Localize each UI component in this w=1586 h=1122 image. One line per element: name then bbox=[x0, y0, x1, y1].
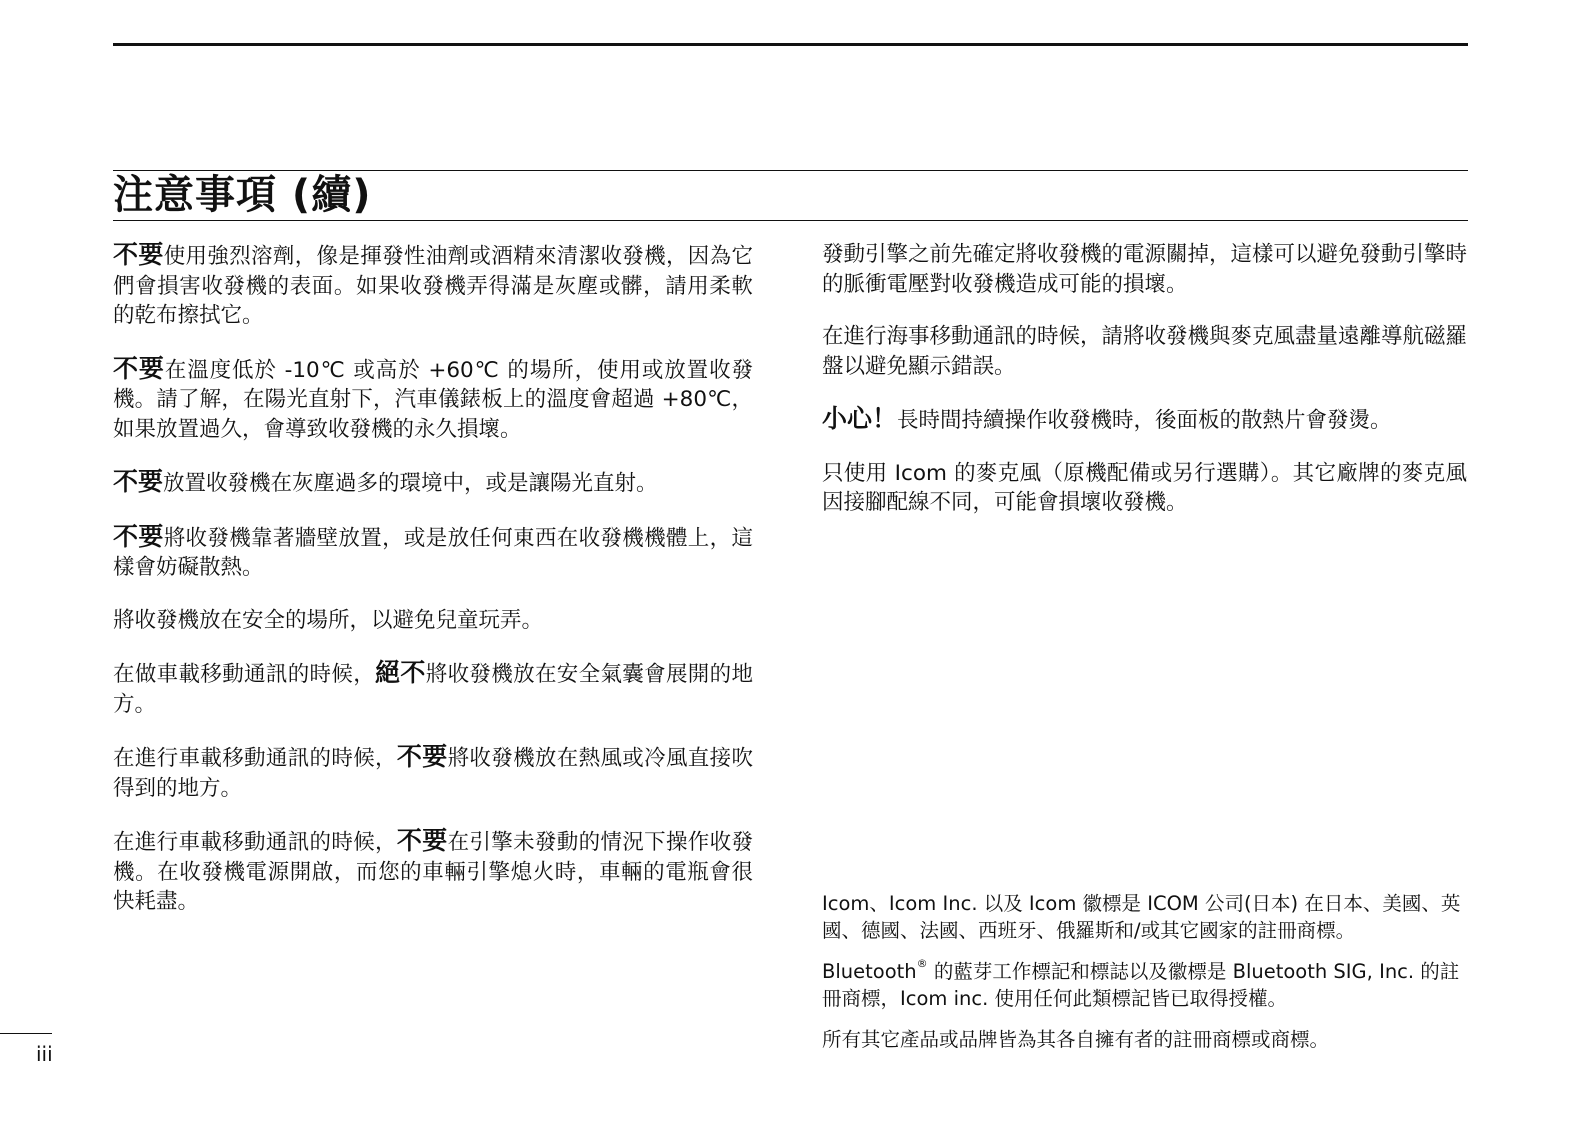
caution-paragraph: 不要放置收發機在灰塵過多的環境中，或是讓陽光直射。 bbox=[113, 467, 658, 496]
title-rule-top bbox=[113, 170, 1468, 171]
title-rule-bottom bbox=[113, 220, 1468, 221]
trademark-notices bbox=[822, 890, 1467, 1067]
caution-paragraph: 小心！長時間持續操作收發機時，後面板的散熱片會發燙。 bbox=[822, 404, 1392, 433]
caution-paragraph: 在做車載移動通訊的時候，絕不將收發機放在安全氣囊會展開的地方。 bbox=[113, 658, 753, 717]
caution-paragraph: 在進行車載移動通訊的時候，不要將收發機放在熱風或冷風直接吹得到的地方。 bbox=[113, 742, 753, 801]
page-number: iii bbox=[36, 1042, 53, 1066]
caution-paragraph: 不要將收發機靠著牆壁放置，或是放任何東西在收發機機體上，這樣會妨礙散熱。 bbox=[113, 521, 753, 580]
trademark-bluetooth: Bluetooth® 的藍芽工作標記和標誌以及徽標是 Bluetooth SIG, Inc. 的註冊商標，Icom inc. 使用任何此類標記皆已取得授權。 bbox=[822, 957, 1460, 1010]
caution-paragraph: 不要使用強烈溶劑，像是揮發性油劑或酒精來清潔收發機，因為它們會損害收發機的表面。如果收發機弄得滿是灰塵或髒，請用柔軟的乾布擦拭它。 bbox=[113, 240, 753, 328]
caution-paragraph: 將收發機放在安全的場所，以避免兒童玩弄。 bbox=[113, 607, 544, 633]
caution-paragraph: 不要在溫度低於 -10℃ 或高於 +60℃ 的場所，使用或放置收發機。請了解，在陽光直射下，汽車儀錶板上的溫度會超過 +80℃，如果放置過久，會導致收發機的永久損壞。 bbox=[113, 353, 753, 442]
caution-paragraph: 只使用 Icom 的麥克風（原機配備或另行選購）。其它廠牌的麥克風因接腳配線不同，可能會損壞收發機。 bbox=[822, 460, 1467, 515]
caution-paragraph: 在進行車載移動通訊的時候，不要在引擎未發動的情況下操作收發機。在收發機電源開啟，而您的車輛引擎熄火時，車輛的電瓶會很快耗盡。 bbox=[113, 826, 753, 914]
caution-paragraph: 在進行海事移動通訊的時候，請將收發機與麥克風盡量遠離導航磁羅盤以避免顯示錯誤。 bbox=[822, 324, 1468, 379]
header-rule bbox=[113, 43, 1468, 46]
page-title: 注意事項 (續) bbox=[113, 172, 372, 218]
right-column bbox=[822, 240, 1467, 541]
trademark-icom: Icom、Icom Inc. 以及 Icom 徽標是 ICOM 公司(日本) 在日本、美國、英國、德國、法國、西班牙、俄羅斯和/或其它國家的註冊商標。 bbox=[822, 892, 1461, 942]
left-column bbox=[113, 240, 753, 940]
page-number-rule bbox=[0, 1033, 52, 1034]
trademark-others: 所有其它產品或品牌皆為其各自擁有者的註冊商標或商標。 bbox=[822, 1028, 1330, 1051]
caution-paragraph: 發動引擎之前先確定將收發機的電源關掉，這樣可以避免發動引擎時的脈衝電壓對收發機造成可能的損壞。 bbox=[822, 242, 1468, 297]
